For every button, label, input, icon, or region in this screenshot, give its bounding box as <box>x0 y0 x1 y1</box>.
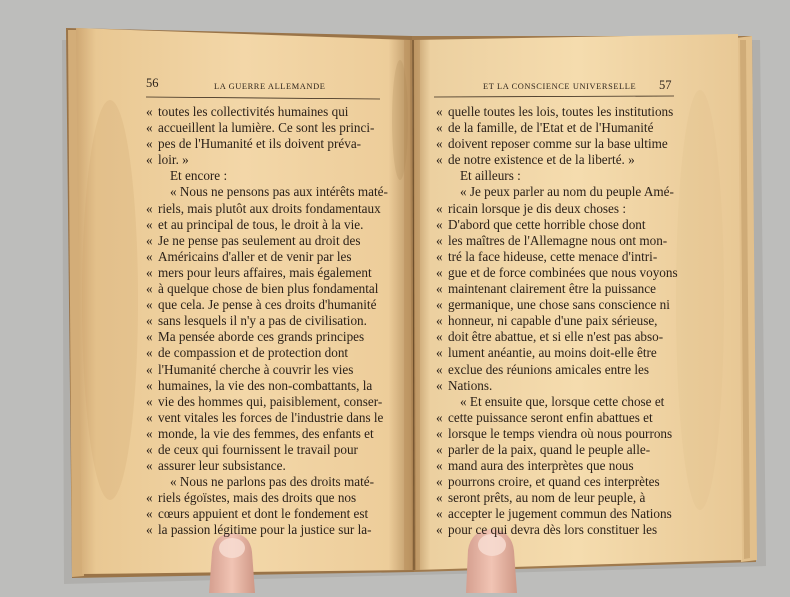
quote-mark: « <box>146 104 153 119</box>
quote-mark: « <box>436 104 443 119</box>
text-line <box>436 265 676 281</box>
text-line <box>436 378 676 394</box>
line-text: maintenant clairement être la puissance <box>448 281 656 297</box>
text-line <box>146 184 388 200</box>
quote-mark: « <box>436 474 443 490</box>
text-line <box>146 313 382 329</box>
quote-mark: « <box>436 425 443 441</box>
text-line <box>436 184 676 200</box>
text-line <box>436 458 676 474</box>
quote-mark: « <box>146 377 153 393</box>
quote-mark: « <box>146 345 153 361</box>
text-line <box>436 410 676 426</box>
text-line <box>436 394 676 410</box>
running-head-left: LA GUERRE ALLEMANDE <box>214 82 326 91</box>
quote-mark: « <box>146 216 153 232</box>
quote-mark: « <box>146 522 153 538</box>
quote-mark: « <box>146 232 153 248</box>
line-text: et au principal de tous, le droit à la vie. <box>158 216 364 232</box>
quote-mark: « <box>146 120 153 136</box>
text-line <box>436 104 676 120</box>
text-line <box>436 426 676 442</box>
line-text: sans lesquels il n'y a pas de civilisation. <box>158 313 367 329</box>
quote-mark: « <box>436 297 443 313</box>
quote-mark: « <box>146 264 153 280</box>
quote-mark: « <box>436 313 443 329</box>
text-line <box>146 345 382 361</box>
right-page-text <box>436 104 676 539</box>
quote-mark: « <box>146 393 153 409</box>
text-line <box>146 136 382 152</box>
text-line <box>436 490 676 506</box>
quote-mark: « <box>146 506 153 522</box>
line-text: les maîtres de l'Allemagne nous ont mon- <box>448 232 668 248</box>
line-text: Je ne pense pas seulement au droit des <box>158 232 361 248</box>
text-line <box>146 378 382 394</box>
text-line <box>146 522 382 538</box>
quote-mark: « <box>436 136 443 152</box>
line-text: de la famille, de l'Etat et de l'Humanité <box>448 120 654 136</box>
text-line <box>146 490 382 506</box>
quote-mark: « <box>436 377 443 393</box>
line-text: D'abord que cette horrible chose dont <box>448 216 646 232</box>
quote-mark: « <box>436 152 443 168</box>
quote-mark: « <box>146 490 153 506</box>
quote-mark: « <box>436 506 443 522</box>
text-line <box>146 281 382 297</box>
text-line <box>436 233 676 249</box>
quote-mark: « <box>436 409 443 425</box>
line-text: Américains d'aller et de venir par les <box>158 248 352 264</box>
line-text: la passion légitime pour la justice sur la- <box>158 522 372 538</box>
quote-mark: « <box>146 409 153 425</box>
quote-mark: « <box>436 490 443 506</box>
line-text: pourrons croire, et quand ces interprètes <box>448 474 660 490</box>
text-line <box>146 329 382 345</box>
line-text: de notre existence et de la liberté. » <box>448 152 635 168</box>
text-line <box>146 168 382 184</box>
text-line <box>436 249 676 265</box>
page-number-right: 57 <box>659 78 672 92</box>
line-text: gue et de force combinées que nous voyons <box>448 264 678 280</box>
page-number-left: 56 <box>146 76 159 90</box>
line-text: pes de l'Humanité et ils doivent préva- <box>158 136 362 152</box>
quote-mark: « <box>146 281 153 297</box>
text-line <box>436 120 676 136</box>
line-text: accepter le jugement commun des Nations <box>448 506 672 522</box>
line-text: riels égoïstes, mais des droits que nos <box>158 490 357 506</box>
line-text: loir. » <box>158 152 189 168</box>
quote-mark: « <box>436 232 443 248</box>
text-line <box>436 217 676 233</box>
line-text: doit être abattue, et si elle n'est pas abso- <box>448 329 664 345</box>
line-text: Nations. <box>448 377 493 393</box>
line-text: vent vitales les forces de l'industrie dans le <box>158 409 384 425</box>
line-text: tré la face hideuse, cette menace d'intri- <box>448 248 658 264</box>
text-line <box>436 329 676 345</box>
line-text: humaines, la vie des non-combattants, la <box>158 377 373 393</box>
quote-mark: « <box>146 152 153 168</box>
text-line <box>436 442 676 458</box>
line-text: assurer leur subsistance. <box>158 458 286 474</box>
text-line <box>146 104 382 120</box>
line-text: de ceux qui fournissent le travail pour <box>158 441 358 457</box>
quote-mark: « <box>436 200 443 216</box>
text-line <box>436 345 676 361</box>
line-text: « Nous ne pensons pas aux intérêts maté- <box>170 184 388 200</box>
text-line <box>146 362 382 378</box>
text-line <box>146 120 382 136</box>
text-line <box>436 474 676 490</box>
line-text: doivent reposer comme sur la base ultime <box>448 136 668 152</box>
line-text: vie des hommes qui, paisiblement, conser- <box>158 393 383 409</box>
line-text: cette puissance seront enfin abattues et <box>448 409 653 425</box>
quote-mark: « <box>146 441 153 457</box>
line-text: l'Humanité cherche à couvrir les vies <box>158 361 354 377</box>
quote-mark: « <box>436 264 443 280</box>
quote-mark: « <box>146 136 153 152</box>
text-line <box>146 233 382 249</box>
text-line <box>436 297 676 313</box>
quote-mark: « <box>146 458 153 474</box>
quote-mark: « <box>146 329 153 345</box>
quote-mark: « <box>436 216 443 232</box>
quote-mark: « <box>436 345 443 361</box>
text-line <box>436 201 676 217</box>
text-line <box>436 313 676 329</box>
quote-mark: « <box>436 441 443 457</box>
text-line <box>436 281 676 297</box>
left-page-text <box>146 104 388 539</box>
text-line <box>146 426 382 442</box>
text-line <box>436 168 676 184</box>
text-line <box>146 217 382 233</box>
text-line <box>146 506 382 522</box>
text-line <box>146 394 382 410</box>
line-text: de compassion et de protection dont <box>158 345 349 361</box>
line-text: « Et ensuite que, lorsque cette chose et <box>460 393 665 409</box>
line-text: mers pour leurs affaires, mais également <box>158 264 372 280</box>
line-text: germanique, une chose sans conscience ni <box>448 297 670 313</box>
quote-mark: « <box>436 329 443 345</box>
text-line <box>146 458 382 474</box>
text-line <box>146 152 382 168</box>
line-text: Et encore : <box>170 168 228 184</box>
quote-mark: « <box>436 281 443 297</box>
text-line <box>436 506 676 522</box>
text-line <box>146 474 382 490</box>
line-text: pour ce qui devra dès lors constituer les <box>448 522 658 538</box>
line-text: toutes les collectivités humaines qui <box>158 104 349 119</box>
text-line <box>436 136 676 152</box>
text-line <box>436 152 676 168</box>
line-text: exclue des réunions amicales entre les <box>448 361 650 377</box>
text-line <box>146 410 382 426</box>
line-text: honneur, ni capable d'une paix sérieuse, <box>448 313 658 329</box>
quote-mark: « <box>436 522 443 538</box>
line-text: ricain lorsque je dis deux choses : <box>448 200 626 216</box>
line-text: accueillent la lumière. Ce sont les princi- <box>158 120 375 136</box>
line-text: parler de la paix, quand le peuple alle- <box>448 441 651 457</box>
line-text: cœurs appuient et dont le fondement est <box>158 506 369 522</box>
line-text: seront prêts, au nom de leur peuple, à <box>448 490 646 506</box>
line-text: « Nous ne parlons pas des droits maté- <box>170 474 375 490</box>
quote-mark: « <box>146 425 153 441</box>
line-text: que cela. Je pense à ces droits d'humanité <box>158 297 377 313</box>
line-text: lorsque le temps viendra où nous pourrons <box>448 425 673 441</box>
text-line <box>436 362 676 378</box>
quote-mark: « <box>436 458 443 474</box>
line-text: lument anéantie, au moins doit-elle être <box>448 345 657 361</box>
quote-mark: « <box>436 248 443 264</box>
quote-mark: « <box>146 361 153 377</box>
quote-mark: « <box>146 297 153 313</box>
text-line <box>146 442 382 458</box>
line-text: à quelque chose de bien plus fondamental <box>158 281 379 297</box>
quote-mark: « <box>436 120 443 136</box>
line-text: Ma pensée aborde ces grands principes <box>158 329 365 345</box>
line-text: mand aura des interprètes que nous <box>448 458 634 474</box>
quote-mark: « <box>146 248 153 264</box>
text-line <box>146 265 382 281</box>
text-line <box>146 201 382 217</box>
line-text: monde, la vie des femmes, des enfants et <box>158 425 374 441</box>
text-line <box>146 249 382 265</box>
quote-mark: « <box>436 361 443 377</box>
quote-mark: « <box>146 200 153 216</box>
running-head-right: ET LA CONSCIENCE UNIVERSELLE <box>483 82 637 91</box>
text-line <box>436 522 676 538</box>
line-text: « Je peux parler au nom du peuple Amé- <box>460 184 674 200</box>
line-text: quelle toutes les lois, toutes les institutions <box>448 104 674 119</box>
text-line <box>146 297 382 313</box>
quote-mark: « <box>146 313 153 329</box>
line-text: Et ailleurs : <box>460 168 521 184</box>
line-text: riels, mais plutôt aux droits fondamentaux <box>158 200 381 216</box>
